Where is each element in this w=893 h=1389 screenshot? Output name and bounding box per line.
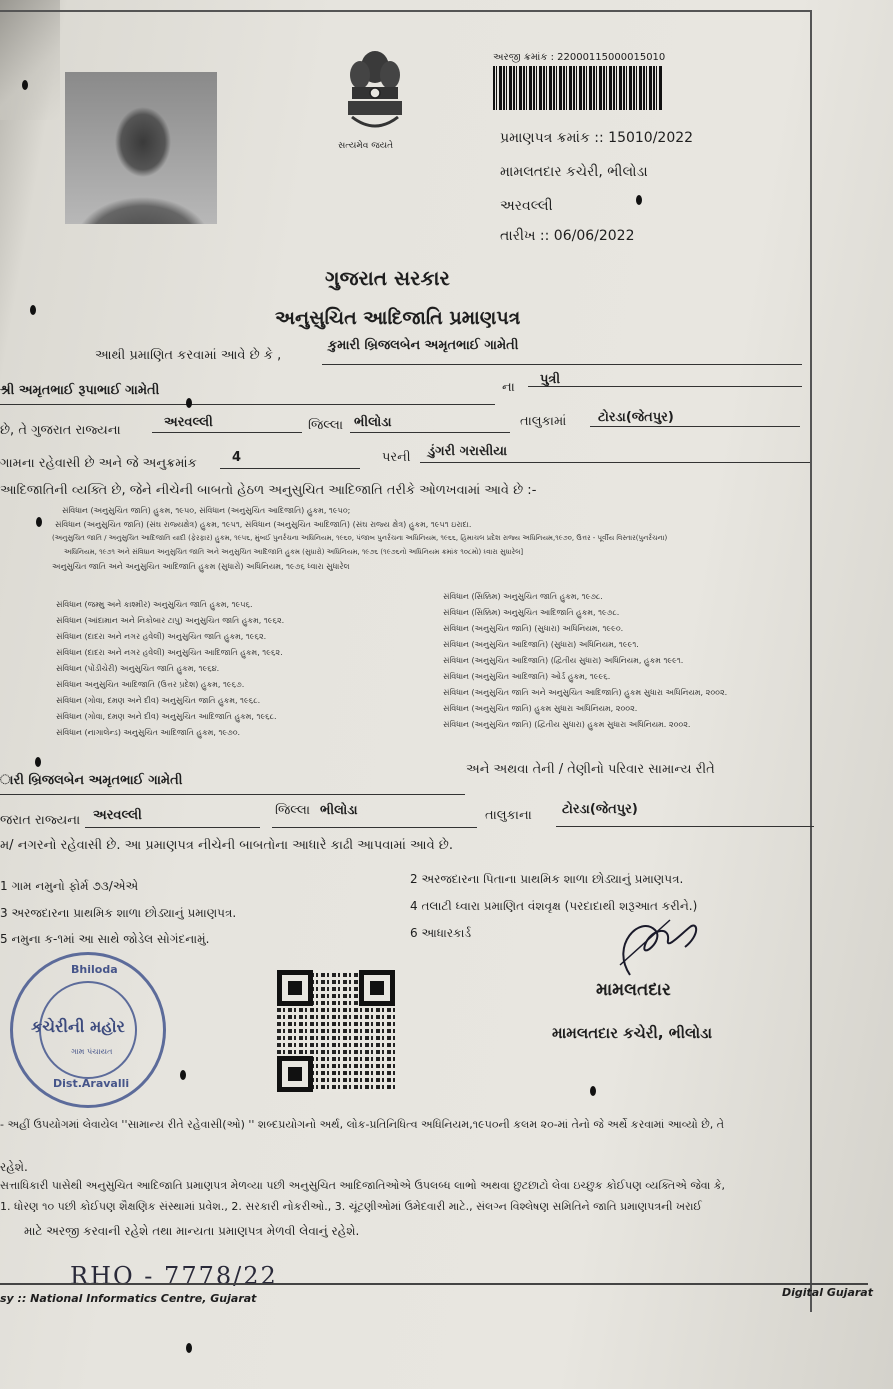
name-line bbox=[322, 352, 802, 365]
government-title: ગુજરાત સરકાર bbox=[325, 266, 450, 290]
section2-name: ારી બ્રિજલબેન અમૃતભાઈ ગામેતી bbox=[0, 773, 183, 788]
family-text: અને અથવા તેની / તેણીનો પરિવાર સામાન્ય રીતે bbox=[466, 762, 715, 777]
seal-center-text: કચેરીની મહોર bbox=[31, 1017, 125, 1036]
seal-top-text: Bhiloda bbox=[71, 963, 118, 976]
tribe-name: ડુંગરી ગરાસીયા bbox=[428, 444, 508, 459]
officer-office: મામલતદાર કચેરી, ભીલોડા bbox=[552, 1024, 713, 1042]
basis-statement: મ/ નગરનો રહેવાસી છે. આ પ્રમાણપત્ર નીચેની બાબતોના આધારે કાઢી આપવામાં આવે છે. bbox=[0, 838, 453, 853]
issuing-office: મામલતદાર કચેરી, ભીલોડા bbox=[500, 164, 648, 180]
taluka-label: તાલુકામાં bbox=[520, 414, 567, 429]
taluka-value: ભીલોડા bbox=[354, 415, 392, 430]
order-left: સંવિધાન અનુસુચિત આદિજાતિ (ઉત્તર પ્રદેશ) હુકમ, ૧૯૬૭. bbox=[56, 680, 245, 689]
paper-spot bbox=[186, 398, 192, 408]
paper-spot bbox=[180, 1070, 186, 1080]
serial-number: 4 bbox=[232, 450, 242, 465]
paper-spot bbox=[22, 80, 28, 90]
order-left: સંવિધાન (આંદામાન અને નિકોબાર ટાપુ) અનુસુચિત જાતિ હુકમ, ૧૯૬૨. bbox=[56, 616, 285, 625]
document-item: 6 આધારકાર્ડ bbox=[410, 926, 472, 940]
section2-taluka-label: તાલુકાના bbox=[485, 808, 532, 823]
paper-spot bbox=[35, 757, 41, 767]
paper-spot bbox=[590, 1086, 596, 1096]
paper-spot bbox=[636, 195, 642, 205]
order-top: (અનુસુચિત જાતિ / અનુસુચિત આદિજાતિ યાદી (ફેરફાર) હુકમ, ૧૯૫૬, મુંબઈ પુનર્રચના અધિનિયમ, ૧૯૬૦, પંજાબ પુનર્રચના અધિનિયમ, ૧૯૬૬, હિમાચલ પ્રદેશ રાજ્ય અધિનિયમ,૧૯૭૦, ઉત્તર - પૂર્વીય વિસ્તાર(પુનર્રચના) bbox=[52, 534, 668, 542]
village-value: ટોરડા(જેતપુર) bbox=[598, 410, 674, 425]
issuing-district: અરવલ્લી bbox=[500, 198, 553, 214]
qr-finder bbox=[359, 970, 395, 1006]
paper-spot bbox=[36, 517, 42, 527]
officer-title: મામલતદાર bbox=[596, 980, 671, 1000]
digital-gujarat-label: Digital Gujarat bbox=[782, 1286, 873, 1299]
order-right: સંવિધાન (સિક્કિમ) અનુસુચિત જાતિ હુકમ, ૧૯૭૮. bbox=[443, 592, 603, 601]
relation: પુત્રી bbox=[540, 372, 561, 387]
office-seal bbox=[10, 952, 166, 1108]
section2-district: અરવલ્લી bbox=[93, 808, 142, 823]
order-top: સંવિધાન (અનુસુચિત જાતિ) (સંઘ રાજ્યક્ષેત્ર) હુકમ, ૧૯૫૧, સંવિધાન (અનુસુચિત આદિજાતિ) (સંઘ રાજ્ય ક્ષેત્ર) હુકમ, ૧૯૫૧ ઇરાદા. bbox=[55, 520, 472, 529]
national-emblem-icon bbox=[340, 45, 410, 140]
order-right: સંવિધાન (અનુસુચિત આદિજાતિ) (દ્વિતીય સુધારા) અધિનિયમ, હુકમ ૧૯૯૧. bbox=[443, 656, 684, 665]
section2-village: ટોરડા(જેતપુર) bbox=[562, 802, 638, 817]
order-left: સંવિધાન (નાગાલેન્ડ) અનુસુચિત આદિજાતિ હુકમ, ૧૯૭૦. bbox=[56, 728, 241, 737]
document-item: 2 અરજદારના પિતાના પ્રાથમિક શાળા છોડ્યાનું પ્રમાણપત્ર. bbox=[410, 872, 684, 886]
qr-finder bbox=[277, 970, 313, 1006]
paper-spot bbox=[186, 1343, 192, 1353]
qr-finder bbox=[277, 1056, 313, 1092]
certify-label: આથી પ્રમાણિત કરવામાં આવે છે કે , bbox=[95, 348, 282, 363]
document-item: 5 નમુના ક-૧માં આ સાથે જોડેલ સોગંદનામું. bbox=[0, 932, 210, 946]
order-right: સંવિધાન (સિક્કિમ) અનુસુચિત આદિજાતિ હુકમ, ૧૯૭૮. bbox=[443, 608, 620, 617]
footnote-text: માટે અરજી કરવાની રહેશે તથા માન્યતા પ્રમાણપત્ર મેળવી લેવાનું રહેશે. bbox=[24, 1224, 360, 1238]
order-left: સંવિધાન (જમ્મુ અને કાશ્મીર) અનુસુચિત જાતિ હુકમ, ૧૯૫૬. bbox=[56, 600, 253, 609]
applicant-photo bbox=[65, 72, 217, 224]
father-name: શ્રી અમૃતભાઈ રૂપાભાઈ ગામેતી bbox=[0, 383, 160, 398]
order-right: સંવિધાન (અનુસુચિત જાતિ અને અનુસુચિત આદિજાતિ) હુકમ સુધારા અધિનિયમ, ૨૦૦૨. bbox=[443, 688, 728, 697]
order-left: સંવિધાન (દાદરા અને નગર હવેલી) અનુસુચિત જાતિ હુકમ, ૧૯૬૨. bbox=[56, 632, 267, 641]
applicant-name: કુમારી બ્રિજલબેન અમૃતભાઈ ગામેતી bbox=[328, 338, 519, 353]
order-left: સંવિધાન (પોંડીચેરી) અનુસુચિત જાતિ હુકમ, ૧૯૬૪. bbox=[56, 664, 220, 673]
na-label: ના bbox=[502, 380, 515, 395]
nic-credit: sy :: National Informatics Centre, Gujarat bbox=[0, 1292, 257, 1305]
section2-taluka: ભીલોડા bbox=[320, 803, 358, 818]
footer-rule bbox=[0, 1283, 868, 1285]
district-value: અરવલ્લી bbox=[164, 415, 213, 430]
issue-date: તારીખ :: 06/06/2022 bbox=[500, 228, 635, 244]
seal-small-text: ગામ પંચાયત bbox=[71, 1047, 113, 1056]
order-left: સંવિધાન (ગોવા, દમણ અને દીવ) અનુસુચિત આદિજાતિ હુકમ, ૧૯૬૮. bbox=[56, 712, 277, 721]
jilla-label: જિલ્લા bbox=[308, 418, 344, 433]
qr-code-icon bbox=[277, 970, 395, 1092]
resident-label: ગામના રહેવાસી છે અને જે અનુક્રમાંક bbox=[0, 456, 197, 471]
barcode bbox=[493, 66, 663, 110]
footnote-text: - અહીં ઉપયોગમાં લેવાયેલ ''સામાન્ય રીતે રહેવાસી(ઓ) '' શબ્દપ્રયોગનો અર્થ, લોક-પ્રતિનિધિત્વ અધિનિયમ,૧૯૫૦ની કલમ ૨૦-માં તેનો જે અર્થે કરવામાં આવ્યો છે, તે bbox=[0, 1118, 725, 1131]
footnote-text: 1. ધોરણ ૧૦ પછી કોઈપણ શૈક્ષણિક સંસ્થામાં પ્રવેશ., 2. સરકારી નોકરીઓ., 3. ચૂંટણીઓમાં ઉમેદવારી માટે., સંલગ્ન વિશ્લેષણ સમિતિને જાતિ પ્રમાણપત્રની ખરાઈ bbox=[0, 1200, 702, 1213]
order-right: સંવિધાન (અનુસુચિત જાતિ) (સુધારા) અધિનિયમ, ૧૯૯૦. bbox=[443, 624, 624, 633]
paper-spot bbox=[30, 305, 36, 315]
recognition-text: આદિજાતિની વ્યક્તિ છે, જેને નીચેની બાબતો હેઠળ અનુસુચિત આદિજાતિ તરીકે ઓળખવામાં આવે છે :- bbox=[0, 483, 537, 498]
signature-icon bbox=[600, 905, 710, 980]
certificate-number: પ્રમાણપત્ર ક્રમાંક :: 15010/2022 bbox=[500, 130, 694, 146]
order-top: અનુસુચિત જાતિ અને અનુસુચિત આદિજાતિ હુકમ (સુધારો) અધિનિયમ, ૧૯૭૬ ધ્વારા સુધારેલ bbox=[52, 562, 350, 571]
certificate-title: અનુસુચિત આદિજાતિ પ્રમાણપત્ર bbox=[275, 307, 521, 329]
section2-jilla-label: જિલ્લા bbox=[275, 803, 311, 818]
parni-label: પરની bbox=[382, 450, 411, 465]
order-left: સંવિધાન (ગોવા, દમણ અને દીવ) અનુસુચિત જાતિ હુકમ, ૧૯૬૮. bbox=[56, 696, 261, 705]
state-label: છે, તે ગુજરાત રાજ્યના bbox=[0, 423, 121, 438]
order-top: સંવિધાન (અનુસુચિત જાતિ) હુકમ, ૧૯૫૦, સંવિધાન (અનુસુચિત આદિજાતિ) હુકમ, ૧૯૫૦; bbox=[62, 506, 351, 515]
footnote-text: રહેશે. bbox=[0, 1160, 28, 1174]
document-item: 1 ગામ નમુનો ફોર્મ ૭૩/એએ bbox=[0, 879, 139, 893]
order-right: સંવિધાન (અનુસુચિત આદિજાતિ) (સુધારા) અધિનિયમ, ૧૯૯૧. bbox=[443, 640, 639, 649]
handwritten-reference: RHO - 7778/22 bbox=[70, 1262, 278, 1290]
application-number: અરજી ક્રમાંક : 22000115000015010 bbox=[493, 52, 666, 63]
relation-line bbox=[528, 374, 802, 387]
order-left: સંવિધાન (દાદરા અને નગર હવેલી) અનુસુચિત આદિજાતિ હુકમ, ૧૯૬૨. bbox=[56, 648, 283, 657]
order-top: અધિનિયમ, ૧૯૭૧ અને સંવિધાન અનુસુચિત જાતિ અને અનુસુચિત આદિજાતિ હુકમ (સુધારો) અધિનિયમ, ૧૯૭૬ (૧૯૭૬નો અધિનિયમ ક્રમાંક ૧૦૮મો) ધ્વારા સુધારેલ] bbox=[64, 548, 524, 556]
footnote-text: સત્તાધિકારી પાસેથી અનુસુચિત આદિજાતિ પ્રમાણપત્ર મેળવ્યા પછી અનુસુચિત આદિજાતિઓએ ઉપલબ્ધ લાભો અથવા છુટછાટો લેવા ઇચ્છુક કોઈપણ વ્યક્તિએ જેવા કે, bbox=[0, 1179, 726, 1192]
document-item: 3 અરજદારના પ્રાથમિક શાળા છોડ્યાનું પ્રમાણપત્ર. bbox=[0, 906, 237, 920]
document-item: 4 તલાટી ધ્વારા પ્રમાણિત વંશવૃક્ષ (પરદાદાથી શરૂઆત કરીને.) bbox=[410, 899, 698, 913]
section2-state: જરાત રાજ્યના bbox=[0, 813, 81, 828]
order-right: સંવિધાન (અનુસુચિત આદિજાતિ) ઓર્ડ હુકમ, ૧૯૯૬. bbox=[443, 672, 611, 681]
emblem-caption: સત્યમેવ જયતે bbox=[338, 141, 394, 151]
order-right: સંવિધાન (અનુસુચિત જાતિ) (દ્વિતીય સુધારા) હુકમ સુધારા અધિનિયમ. ૨૦૦૨. bbox=[443, 720, 691, 729]
seal-bottom-text: Dist.Aravalli bbox=[53, 1077, 130, 1090]
order-right: સંવિધાન (અનુસુચિત જાતિ) હુકમ સુધારા અધિનિયમ, ૨૦૦૨. bbox=[443, 704, 638, 713]
taluka-line bbox=[350, 420, 510, 433]
